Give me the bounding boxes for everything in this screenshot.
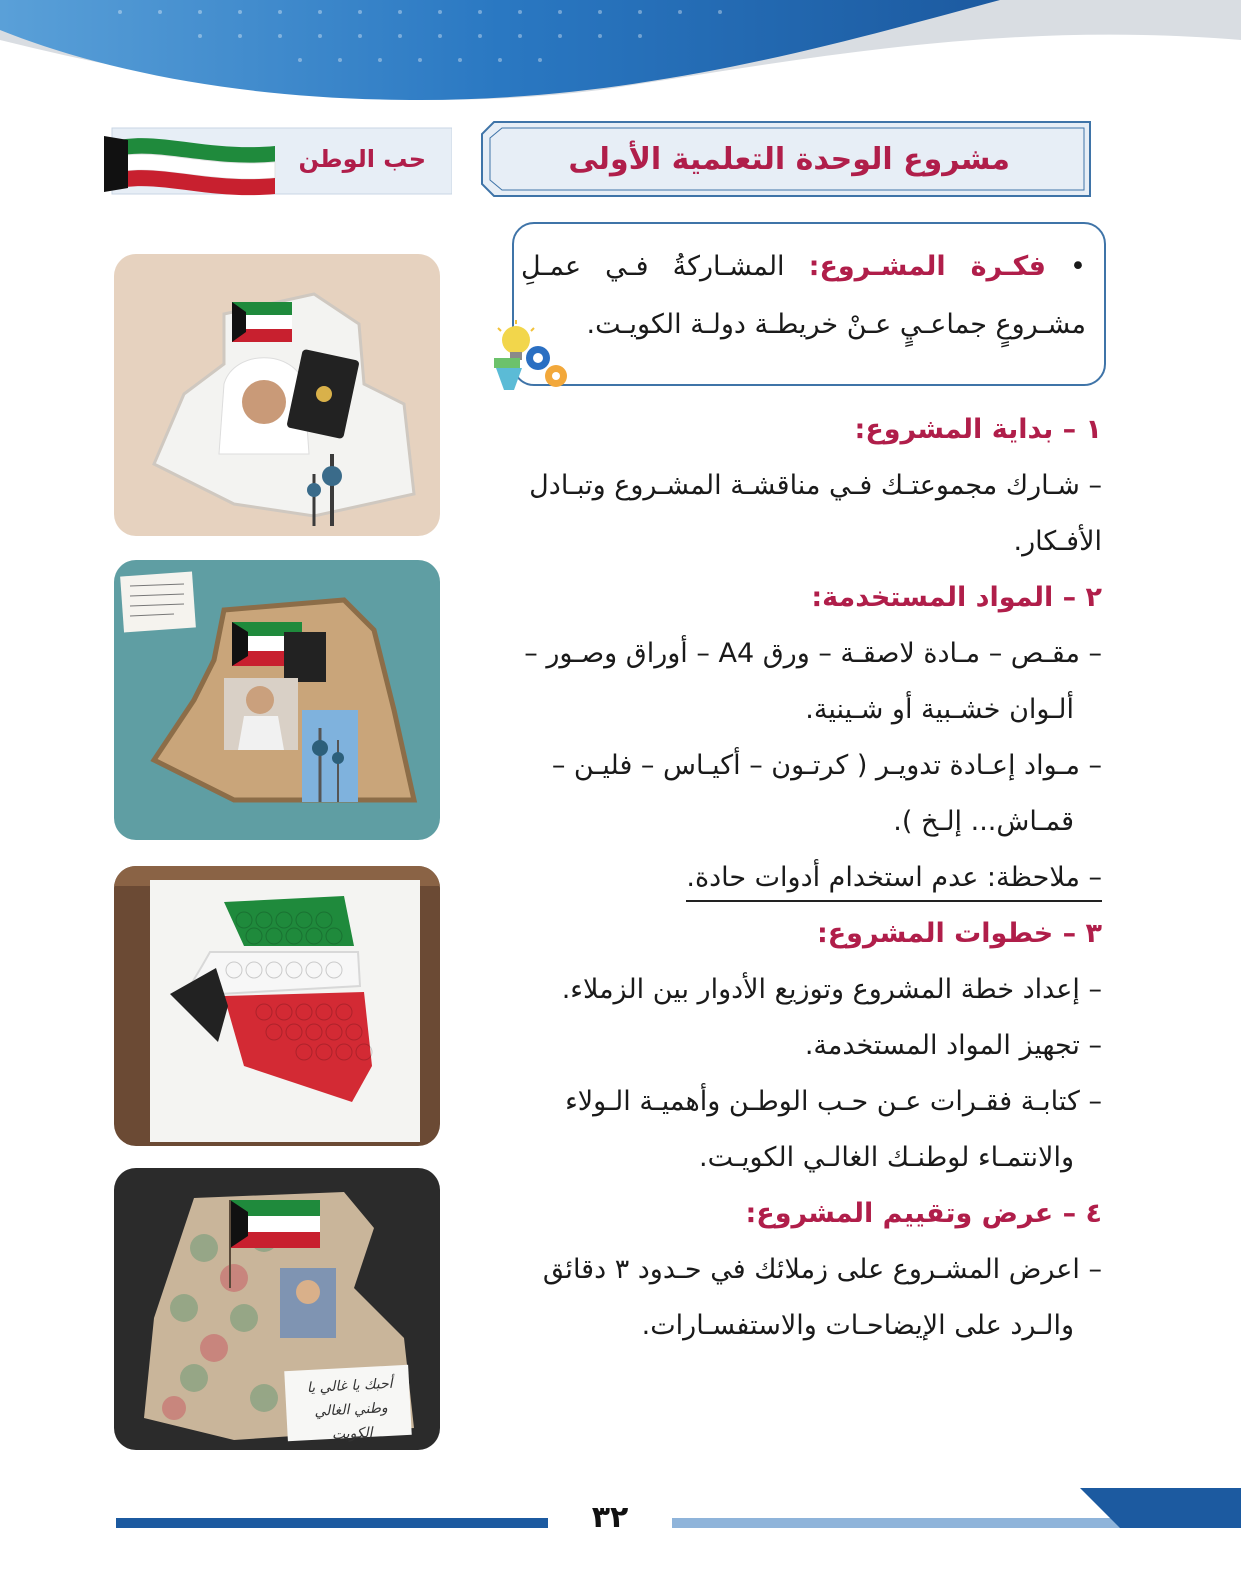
section-line: – إعداد خطة المشروع وتوزيع الأدوار بين الزملاء. (561, 974, 1102, 1005)
card-line: وطني الغالي الكويت (313, 1400, 389, 1444)
project-photo-1 (114, 254, 440, 536)
section-title-start: ١ – بداية المشروع: (854, 414, 1102, 445)
project-photo-3 (114, 866, 440, 1146)
section-line: – تجهيز المواد المستخدمة. (804, 1030, 1102, 1061)
footer-tab (1080, 1488, 1241, 1528)
project-steps (496, 402, 1102, 1354)
section-line: – كتابـة فقـرات عـن حـب الوطـن وأهميـة الـولاء (565, 1086, 1102, 1117)
project-idea-box (512, 222, 1106, 386)
card-line: أحبك يا غالي يا (306, 1375, 393, 1397)
section-title-materials: ٢ – المواد المستخدمة: (811, 582, 1102, 613)
project-idea-label: فكـرة المشـروع: (808, 251, 1046, 282)
page-number: ٣٢ (591, 1500, 629, 1535)
section-line: قمـاش... إلـخ ). (893, 806, 1074, 837)
page-title: مشروع الوحدة التعلمية الأولى (568, 141, 1010, 177)
section-line: والانتمـاء لوطنـك الغالـي الكويـت. (699, 1142, 1074, 1173)
project-idea-body: المشـاركةُ فـي عمـلِ مشـروعٍ جماعـيٍ عـنْ خريطـة دولـة الكويـت. (521, 251, 1086, 340)
photo-4-card (290, 1371, 412, 1449)
section-line: – شـارك مجموعتـك فـي مناقشـة المشـروع وتبـادل الأفـكار. (529, 470, 1102, 557)
unit-project-header (478, 118, 1098, 200)
section-line: والـرد على الإيضاحـات والاستفسـارات. (641, 1310, 1074, 1341)
project-photo-2 (114, 560, 440, 840)
section-line: – مقـص – مـادة لاصقـة – ورق A4 – أوراق وصـور – (524, 638, 1102, 669)
section-line: – مـواد إعـادة تدويـر ( كرتـون – أكيـاس – فليـن – (551, 750, 1102, 781)
kuwait-flag-ribbon (100, 128, 280, 208)
project-idea-text (521, 238, 1086, 354)
top-wave-banner (0, 0, 1241, 120)
section-line: ألـوان خشـبية أو شـينية. (805, 694, 1074, 725)
bullet: • (1045, 251, 1086, 282)
section-title-presentation: ٤ – عرض وتقييم المشروع: (745, 1198, 1102, 1229)
section-title-steps: ٣ – خطوات المشروع: (816, 918, 1102, 949)
safety-note: – ملاحظة: عدم استخدام أدوات حادة. (686, 856, 1102, 902)
unit-name: حب الوطن (298, 145, 426, 173)
lightbulb-gears-icon (486, 318, 576, 398)
footer-bar-left (116, 1518, 548, 1528)
section-line: – اعرض المشـروع على زملائك في حـدود ٣ دقائق (542, 1254, 1102, 1285)
